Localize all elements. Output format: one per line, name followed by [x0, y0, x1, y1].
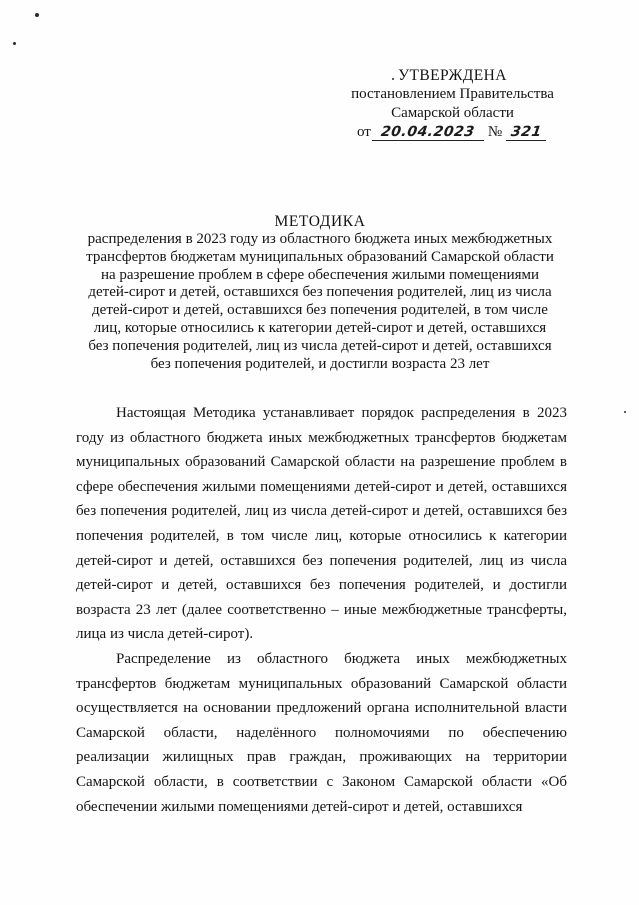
number-field — [506, 124, 546, 141]
title-line: без попечения родителей, и достигли возраста 23 лет — [150, 355, 490, 372]
date-field — [372, 124, 484, 141]
approval-line: Самарской области — [391, 105, 514, 121]
title-line: на разрешение проблем в сфере обеспечения жилыми помещениями — [100, 266, 540, 283]
title-line: без попечения родителей, лиц из числа детей-сирот и детей, оставшихся — [88, 337, 552, 354]
scan-speck — [624, 411, 626, 413]
title-line: детей-сирот и детей, оставшихся без попечения родителей, в том числе — [92, 302, 548, 319]
document-body — [76, 401, 567, 819]
scan-speck — [35, 13, 39, 17]
handwritten-date: 20.04.2023 — [379, 124, 476, 140]
title-line: лиц, которые относились к категории детей-сирот и детей, оставшихся — [93, 319, 547, 336]
document-heading: МЕТОДИКА — [274, 213, 366, 230]
number-prefix: № — [487, 124, 503, 140]
handwritten-number: 321 — [509, 124, 543, 140]
approval-line: постановлением Правительства — [351, 86, 554, 102]
approval-title: УТВЕРЖДЕНА — [398, 67, 507, 84]
body-paragraph: Распределение из областного бюджета иных межбюджетных трансфертов бюджетам муниципальных образований Самарской области осуществляется на основании предложений органа исполнительной власти Самарской области, наделённого полномочиями по обеспечению реализации жилищных прав граждан, проживающих на территории Самарской области, в соответствии с Законом Самарской области «Об обеспечении жилыми помещениями детей-сирот и детей, оставшихся — [76, 650, 567, 815]
body-paragraph: Настоящая Методика устанавливает порядок распределения в 2023 году из областного бюджета иных межбюджетных трансфертов бюджетам муниципальных образований Самарской области на разрешение проблем в сфере обеспечения жилыми помещениями детей-сирот и детей, оставшихся без попечения родителей, лиц из числа детей-сирот и детей, оставшихся без попечения родителей, в том числе лиц, которые относились к категории детей-сирот и детей, оставшихся без попечения родителей, лиц из числа детей-сирот и детей, оставшихся без попечения родителей, и достигли возраста 23 лет (далее соответственно – иные межбюджетные трансферты, лица из числа детей-сирот). — [76, 405, 567, 643]
approval-block — [330, 66, 575, 144]
document-title — [50, 212, 590, 373]
scan-speck — [13, 42, 16, 45]
title-line: распределения в 2023 году из областного бюджета иных межбюджетных — [87, 231, 553, 247]
title-line: трансфертов бюджетам муниципальных образований Самарской области — [86, 248, 554, 265]
approval-date-row — [330, 123, 575, 144]
title-line: детей-сирот и детей, оставшихся без попечения родителей, лиц из числа — [88, 284, 552, 301]
date-prefix: от — [357, 124, 371, 140]
